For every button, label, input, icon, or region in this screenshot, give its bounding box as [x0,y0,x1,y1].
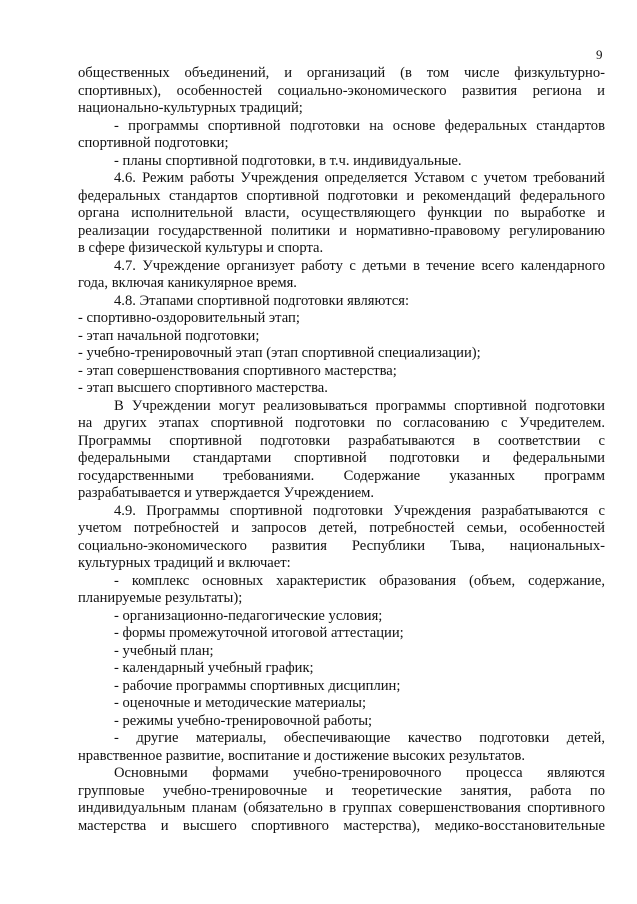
text-line: групповые учебно-тренировочные и теоретические занятия, работа по [78,782,605,799]
text-line: 4.9. Программы спортивной подготовки Учреждения разрабатываются с [114,502,605,519]
document-body [78,65,605,835]
text-line: спортивных), особенностей социально-экономического развития региона и [78,82,605,99]
text-line: культурных традиций и включает: [78,555,291,571]
text-line: федеральных стандартов спортивной подготовки и рекомендаций федерального [78,187,605,204]
text-line: - этап совершенствования спортивного мастерства; [78,362,397,379]
text-line: спортивной подготовки; [78,135,229,151]
text-line: - формы промежуточной итоговой аттестации; [114,625,404,641]
text-line: - режимы учебно-тренировочной работы; [114,712,373,729]
text-line: учетом потребностей и запросов детей, потребностей семьи, особенностей [78,520,605,536]
text-line: - организационно-педагогические условия; [114,607,383,624]
text-line: разрабатывается и утверждается Учреждением. [78,485,375,501]
text-line: Программы спортивной подготовки разрабатываются в соответствии с [78,432,605,449]
page-number: 9 [596,47,603,62]
text-line: - планы спортивной подготовки, в т.ч. индивидуальные. [114,152,462,169]
text-line: - оценочные и методические материалы; [114,695,366,711]
text-line: Основными формами учебно-тренировочного процесса являются [114,765,605,781]
text-line: государственными требованиями. Содержание указанных программ [78,467,605,484]
text-line: планируемые результаты); [78,590,243,606]
text-line: - этап высшего спортивного мастерства. [78,380,328,396]
text-line: - календарный учебный график; [114,660,314,676]
text-line: общественных объединений, и организаций (в том числе физкультурно- [78,65,605,81]
text-line: - учебно-тренировочный этап (этап спортивной специализации); [78,345,481,361]
text-line: В Учреждении могут реализовываться программы спортивной подготовки [114,397,605,414]
text-line: - учебный план; [114,642,214,659]
text-line: реализации государственной политики и нормативно-правовому регулированию [78,222,605,239]
text-line: на других этапах спортивной подготовки по согласованию с Учредителем. [78,415,605,431]
text-line: индивидуальным планам (обязательно в группах совершенствования спортивного [78,800,605,816]
text-line: органа исполнительной власти, осуществляющего функции по выработке и [78,205,605,221]
text-line: года, включая каникулярное время. [78,275,297,291]
text-line: 4.6. Режим работы Учреждения определяется Уставом с учетом требований [114,170,605,186]
text-line: - другие материалы, обеспечивающие качество подготовки детей, [114,730,605,746]
text-line: - программы спортивной подготовки на основе федеральных стандартов [114,117,605,134]
text-line: - комплекс основных характеристик образования (объем, содержание, [114,572,605,589]
text-line: мастерства и высшего спортивного мастерства), медико-восстановительные [78,817,605,834]
text-line: национально-культурных традиций; [78,100,303,116]
text-line: - этап начальной подготовки; [78,327,260,344]
text-line: - спортивно-оздоровительный этап; [78,310,300,326]
text-line: социально-экономического развития Республики Тыва, национальных- [78,537,605,554]
text-line: в сфере физической культуры и спорта. [78,240,324,256]
text-line: 4.7. Учреждение организует работу с детьми в течение всего календарного [114,257,605,274]
text-line: - рабочие программы спортивных дисциплин; [114,677,401,694]
text-line: федеральными стандартами спортивной подготовки и федеральными [78,450,605,466]
text-line: 4.8. Этапами спортивной подготовки являются: [114,292,410,309]
text-line: нравственное развитие, воспитание и достижение высоких результатов. [78,747,526,764]
